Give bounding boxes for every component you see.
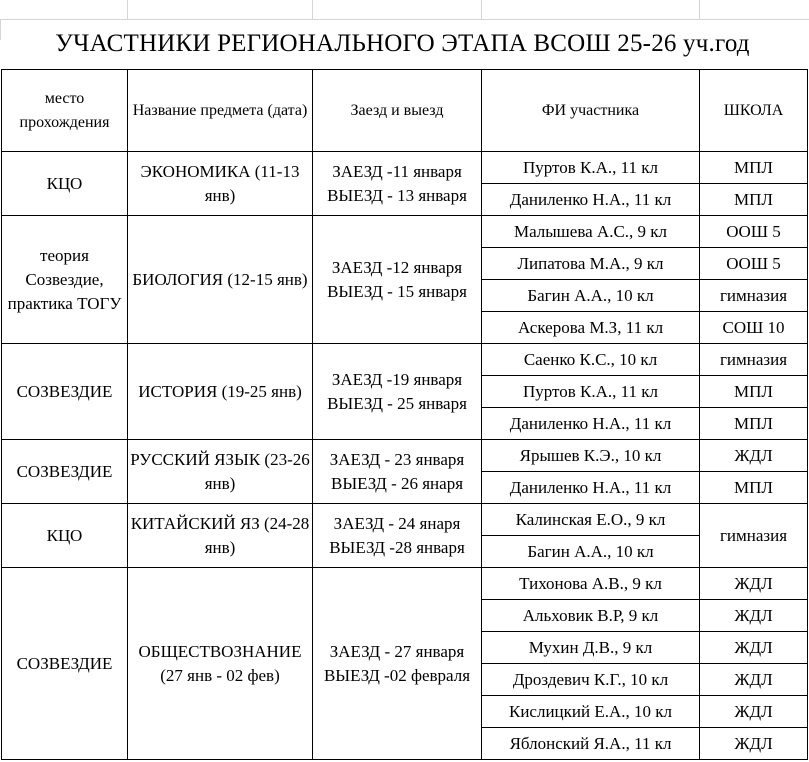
table-row: [2, 216, 808, 248]
arrival-text: ЗАЕЗД -12 января: [331, 257, 463, 277]
header-travel: Заезд и выезд: [313, 70, 482, 152]
school-cell: МПЛ: [700, 472, 808, 504]
school-cell: ЖДЛ: [700, 664, 808, 696]
travel-cell: [313, 568, 482, 760]
participant-name-cell: Тихонова А.В., 9 кл: [482, 568, 700, 600]
school-cell: гимназия: [700, 280, 808, 312]
departure-text: ВЫЕЗД - 25 января: [327, 393, 467, 413]
participant-name-cell: Саенко К.С., 10 кл: [482, 344, 700, 376]
school-cell: ЖДЛ: [700, 632, 808, 664]
participant-name-cell: Малышева А.С., 9 кл: [482, 216, 700, 248]
departure-text: ВЫЕЗД - 13 января: [327, 185, 467, 205]
arrival-text: ЗАЕЗД - 24 янаря: [333, 513, 461, 533]
subject-cell: БИОЛОГИЯ (12-15 янв): [128, 216, 313, 344]
school-cell: ЖДЛ: [700, 440, 808, 472]
school-cell: СОШ 10: [700, 312, 808, 344]
table-row: [2, 344, 808, 376]
participant-name-cell: Мухин Д.В., 9 кл: [482, 632, 700, 664]
arrival-text: ЗАЕЗД -19 января: [331, 369, 463, 389]
school-cell: МПЛ: [700, 184, 808, 216]
arrival-text: ЗАЕЗД - 27 января: [329, 641, 465, 661]
table-row: [2, 152, 808, 184]
school-cell: ЖДЛ: [700, 600, 808, 632]
venue-cell: СОЗВЕЗДИЕ: [2, 440, 128, 504]
school-cell: ЖДЛ: [700, 728, 808, 760]
school-cell: ЖДЛ: [700, 696, 808, 728]
departure-text: ВЫЕЗД -02 февраля: [323, 665, 471, 685]
header-name: ФИ участника: [482, 70, 700, 152]
arrival-text: ЗАЕЗД -11 января: [332, 161, 462, 181]
participant-name-cell: Кислицкий Е.А., 10 кл: [482, 696, 700, 728]
subject-cell: ЭКОНОМИКА (11-13 янв): [128, 152, 313, 216]
school-cell: МПЛ: [700, 152, 808, 184]
participant-name-cell: Даниленко Н.А., 11 кл: [482, 408, 700, 440]
travel-cell: [313, 216, 482, 344]
school-cell: ООШ 5: [700, 248, 808, 280]
participant-name-cell: Пуртов К.А., 11 кл: [482, 152, 700, 184]
departure-text: ВЫЕЗД - 15 января: [327, 281, 467, 301]
header-school: ШКОЛА: [700, 70, 808, 152]
participant-name-cell: Калинская Е.О., 9 кл: [482, 504, 700, 536]
participant-name-cell: Аскерова М.З, 11 кл: [482, 312, 700, 344]
header-subject: Название предмета (дата): [128, 70, 313, 152]
participants-table: [1, 69, 808, 760]
school-cell: гимназия: [700, 504, 808, 568]
header-row: [2, 70, 808, 152]
venue-cell: теория Созвездие, практика ТОГУ: [2, 216, 128, 344]
subject-cell: КИТАЙСКИЙ ЯЗ (24-28 янв): [128, 504, 313, 568]
table-row: [2, 440, 808, 472]
departure-text: ВЫЕЗД -28 января: [329, 537, 465, 557]
subject-cell: РУССКИЙ ЯЗЫК (23-26 янв): [128, 440, 313, 504]
subject-cell: ОБЩЕСТВОЗНАНИЕ (27 янв - 02 фев): [128, 568, 313, 760]
participant-name-cell: Даниленко Н.А., 11 кл: [482, 472, 700, 504]
travel-cell: [313, 344, 482, 440]
participant-name-cell: Липатова М.А., 9 кл: [482, 248, 700, 280]
venue-cell: КЦО: [2, 152, 128, 216]
participant-name-cell: Пуртов К.А., 11 кл: [482, 376, 700, 408]
participant-name-cell: Альховик В.Р, 9 кл: [482, 600, 700, 632]
arrival-text: ЗАЕЗД - 23 января: [329, 449, 465, 469]
school-cell: МПЛ: [700, 408, 808, 440]
participant-name-cell: Дроздевич К.Г., 10 кл: [482, 664, 700, 696]
school-cell: МПЛ: [700, 376, 808, 408]
sheet-grid-top: [0, 0, 809, 20]
table-row: [2, 504, 808, 536]
departure-text: ВЫЕЗД - 26 янаря: [330, 473, 464, 493]
school-cell: ООШ 5: [700, 216, 808, 248]
venue-cell: СОЗВЕЗДИЕ: [2, 344, 128, 440]
participant-name-cell: Яблонский Я.А., 11 кл: [482, 728, 700, 760]
participant-name-cell: Багин А.А., 10 кл: [482, 280, 700, 312]
document-title: УЧАСТНИКИ РЕГИОНАЛЬНОГО ЭТАПА ВСОШ 25-26 уч.год: [55, 30, 750, 57]
table-row: [2, 568, 808, 600]
travel-cell: [313, 152, 482, 216]
travel-cell: [313, 504, 482, 568]
school-cell: гимназия: [700, 344, 808, 376]
participant-name-cell: Багин А.А., 10 кл: [482, 536, 700, 568]
school-cell: ЖДЛ: [700, 568, 808, 600]
header-place: место прохождения: [2, 70, 128, 152]
participant-name-cell: Даниленко Н.А., 11 кл: [482, 184, 700, 216]
venue-cell: СОЗВЕЗДИЕ: [2, 568, 128, 760]
venue-cell: КЦО: [2, 504, 128, 568]
subject-cell: ИСТОРИЯ (19-25 янв): [128, 344, 313, 440]
travel-cell: [313, 440, 482, 504]
participant-name-cell: Ярышев К.Э., 10 кл: [482, 440, 700, 472]
